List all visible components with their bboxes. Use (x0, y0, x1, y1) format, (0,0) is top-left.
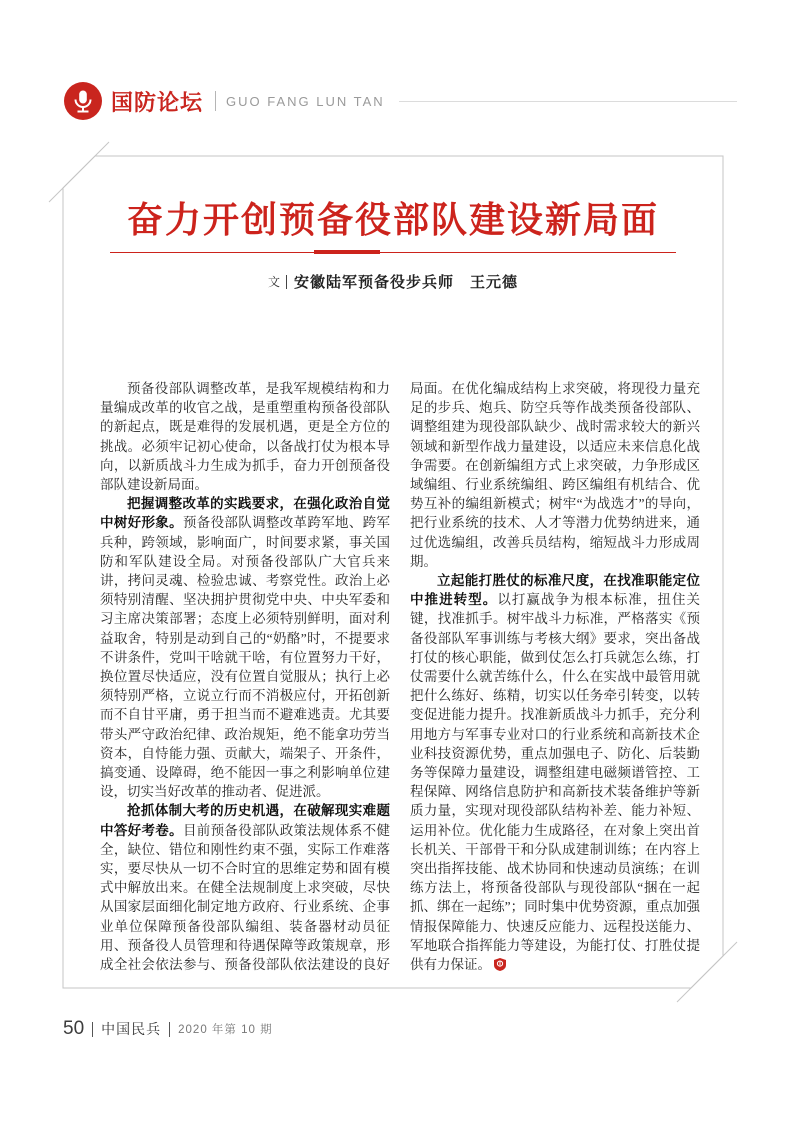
byline-separator (286, 275, 287, 289)
paragraph-text: 预备役部队调整改革跨军地、跨军兵种，跨领域，影响面广，时间要求紧，事关国防和军队建设全局。对预备役部队广大官兵来讲，拷问灵魂、检验忠诚、考察党性。政治上必须特别清醒、坚决拥护贯彻党中央、中央军委和习主席决策部署；态度上必须特别鲜明，面对利益取舍，特别是动到自己的“奶酪”时，不提要求不讲条件，党叫干啥就干啥，有位置努力干好，换位置尽快适应，没有位置自觉服从；执行上必须特别严格，立说立行而不消极应付，开拓创新而不自甘平庸，勇于担当而不避难逃责。尤其要带头严守政治纪律、政治规矩，绝不能拿功劳当资本，自恃能力强、贡献大，端架子、开条件，搞变通、设障碍，绝不能因一事之利影响单位建设，切实当好改革的推动者、促进派。 (100, 515, 391, 800)
footer-separator (169, 1022, 170, 1037)
section-title: 国防论坛 (111, 89, 204, 115)
article-end-mark-icon (494, 958, 506, 971)
body-paragraph (100, 379, 390, 494)
paragraph-text: 目前预备役部队政策法规体系不健全，缺位、错位和刚性约束不强，实际工作难落实，要尽快从一切不合时宜的思维定势和固有模式中解放出来。在健全法规制度上求突破，尽快从国家层面细化制定地方政府、行业系统、企事业单位保障预备役部队编组、装备器材动员征用、预备役人员管理和待遇保障等政策规章，形成全社会依法参与、预备役部队依法建设的良好局面。在优化编成结构上求突破，将现役力量充足的步兵、炮兵、防空兵等作战类预备役部队、调整组建为现役部队缺少、战时需求较大的新兴领域和新型作战力量建设，以适应未来信息化战争需要。在创新编组方式上求突破，力争形成区域编组、行业系统编组、跨区编组有机结合、优势互补的编组新模式；树牢“为战选才”的导向，把行业系统的技术、人才等潜力优势纳进来，通过优选编组，改善兵员结构，缩短战斗力形成周期。 (100, 381, 700, 973)
paragraph-text: 预备役部队调整改革，是我军规模结构和力量编成改革的收官之战，是重塑重构预备役部队的新起点，既是难得的发展机遇，更是全方位的挑战。必须牢记初心使命，以备战打仗为根本导向，以新质战斗力生成为抓手，奋力开创预备役部队建设新局面。 (100, 381, 390, 493)
paragraph-lead: 抢抓体制大考的历史机遇，在破解现实难题中答好考卷。 (100, 803, 390, 838)
page-header (64, 82, 737, 120)
header-rule (399, 101, 737, 102)
body-paragraph (100, 494, 390, 801)
paragraph-lead: 把握调整改革的实践要求，在强化政治自觉中树好形象。 (100, 496, 390, 531)
article-title: 奋力开创预备役部队建设新局面 (126, 199, 659, 240)
magazine-name: 中国民兵 (101, 1023, 162, 1038)
issue-label: 2020 年第 10 期 (178, 1024, 273, 1036)
page-footer (63, 1018, 273, 1040)
byline-author: 安徽陆军预备役步兵师 王元德 (294, 274, 519, 291)
body-paragraph (410, 571, 700, 974)
byline-prefix: 文 (267, 275, 280, 289)
microphone-icon (64, 82, 102, 120)
byline (63, 271, 723, 292)
header-divider (215, 91, 216, 111)
title-rule-accent (314, 250, 380, 254)
section-subtitle: GUO FANG LUN TAN (226, 93, 385, 109)
paragraph-text: 以打赢战争为根本标准，扭住关键，找准抓手。树牢战斗力标准，严格落实《预备役部队军事训练与考核大纲》要求，突出备战打仗的核心职能，做到仗怎么打兵就怎么练，打仗需要什么就苦练什么，什么在实战中最管用就把什么练好、练精，切实以任务牵引转变，以转变促进能力提升。找准新质战斗力抓手，充分利用地方与军事专业对口的行业系统和高新技术企业科技资源优势，重点加强电子、防化、后装勤务等保障力量建设，调整组建电磁频谱管控、工程保障、网络信息防护和高新技术装备维护等新质力量，实现对现役部队结构补差、能力补短、运用补位。优化能力生成路径，在对象上突出首长机关、干部骨干和分队成建制训练；在内容上突出指挥技能、战术协同和快速动员演练；在训练方法上，将预备役部队与现役部队“捆在一起抓、绑在一起练”；同时集中优势资源，重点加强情报保障能力、快速反应能力、远程投送能力、军地联合指挥能力等建设，为能打仗、打胜仗提供有力保证。 (410, 592, 700, 973)
paragraph-lead: 立起能打胜仗的标准尺度，在找准职能定位中推进转型。 (410, 573, 700, 608)
footer-separator (92, 1022, 93, 1037)
page-number: 50 (63, 1018, 85, 1039)
article-body (100, 379, 700, 988)
title-rule (110, 252, 676, 253)
